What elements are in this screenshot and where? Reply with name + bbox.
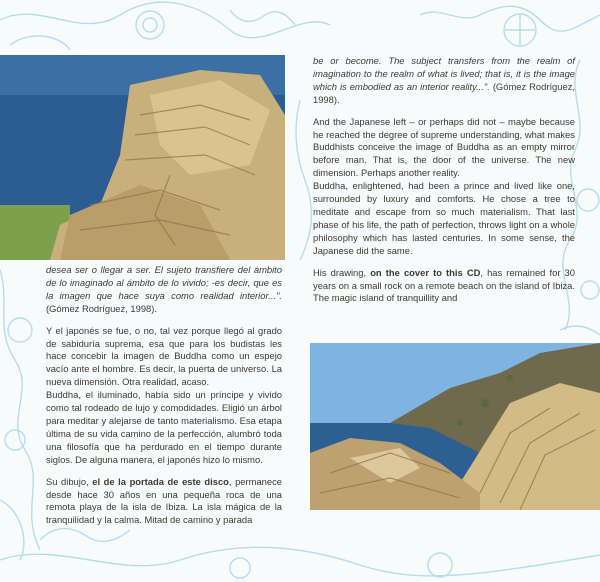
coastal-cliff-photo-right: [310, 343, 600, 510]
quote-text-es: desea ser o llegar a ser. El sujeto transfiere del ámbito de lo imaginado al ámbito de lo vivido; -es decir, que es la imagen que hace suya como realidad interior...".: [46, 264, 282, 301]
paragraph-en-3-start: His drawing,: [313, 266, 371, 278]
citation-en: (Gómez Rodríguez, 1998).: [313, 80, 575, 105]
paragraph-en-2: Buddha, enlightened, had been a prince and lived like one, surrounded by luxury and comforts. He chose a tree to meditate and escape from so much materialism. That last phase of his life, the path of perfection, throws light on a whole philosophy which has lasted centuries. In some sense, the Japanese did the same.: [313, 180, 575, 256]
paragraph-es-3-start: Su dibujo,: [46, 475, 93, 487]
paragraph-en-3-end: , has remained for 30 years on a small rock on a remote beach on the island of Ibiza. The magic island of tranquillity and: [313, 266, 575, 304]
quote-en: [313, 55, 575, 107]
citation-es: (Gómez Rodríguez, 1998).: [46, 302, 157, 314]
cover-reference-en: on the cover to this CD: [370, 266, 481, 278]
cover-reference-es: el de la portada de este disco: [92, 475, 229, 487]
paragraph-en-1: And the Japanese left – or perhaps did not – maybe because he reached the degree of supreme understanding, what makes Buddhists conceive the image of Buddha as an empty mirror before man. That is, the door of the universe. The new dimension. Perhaps another reality.: [313, 115, 575, 179]
paragraph-es-3: [46, 476, 282, 528]
paragraph-es-2: Buddha, el iluminado, había sido un príncipe y vivido como tal rodeado de lujo y comodidades. Eligió un árbol para meditar y alejarse de tanto materialismo. Esa etapa última de su vida camino de la perfección, alumbró toda una filosofía que ha perdurado en el tiempo durante siglos. De alguna manera, el japonés hizo lo mismo.: [46, 389, 282, 465]
spanish-text-column: [46, 264, 282, 536]
quote-es: [46, 264, 282, 316]
paragraph-es-3-end: , permanece desde hace 30 años en una pequeña roca de una remota playa de la isla de Ibiza. La isla mágica de la tranquilidad y la calma. Mitad de camino y parada: [46, 475, 282, 526]
english-text-column: [313, 55, 575, 314]
quote-text-en: be or become. The subject transfers from the realm of imagination to the realm of what is lived; that is, it is the image which is embodied as an interior reality...".: [313, 55, 575, 92]
paragraph-en-3: [313, 267, 575, 306]
paragraph-es-1: Y el japonés se fue, o no, tal vez porque llegó al grado de sabiduría suprema, esa que para los budistas les hace concebir la imagen de Buddha como un espejo vacío ante el hombre. Es decir, la puerta de universo. La nueva dimensión. Otra realidad, acaso.: [46, 324, 282, 388]
coastal-rock-photo-left: [0, 55, 285, 260]
